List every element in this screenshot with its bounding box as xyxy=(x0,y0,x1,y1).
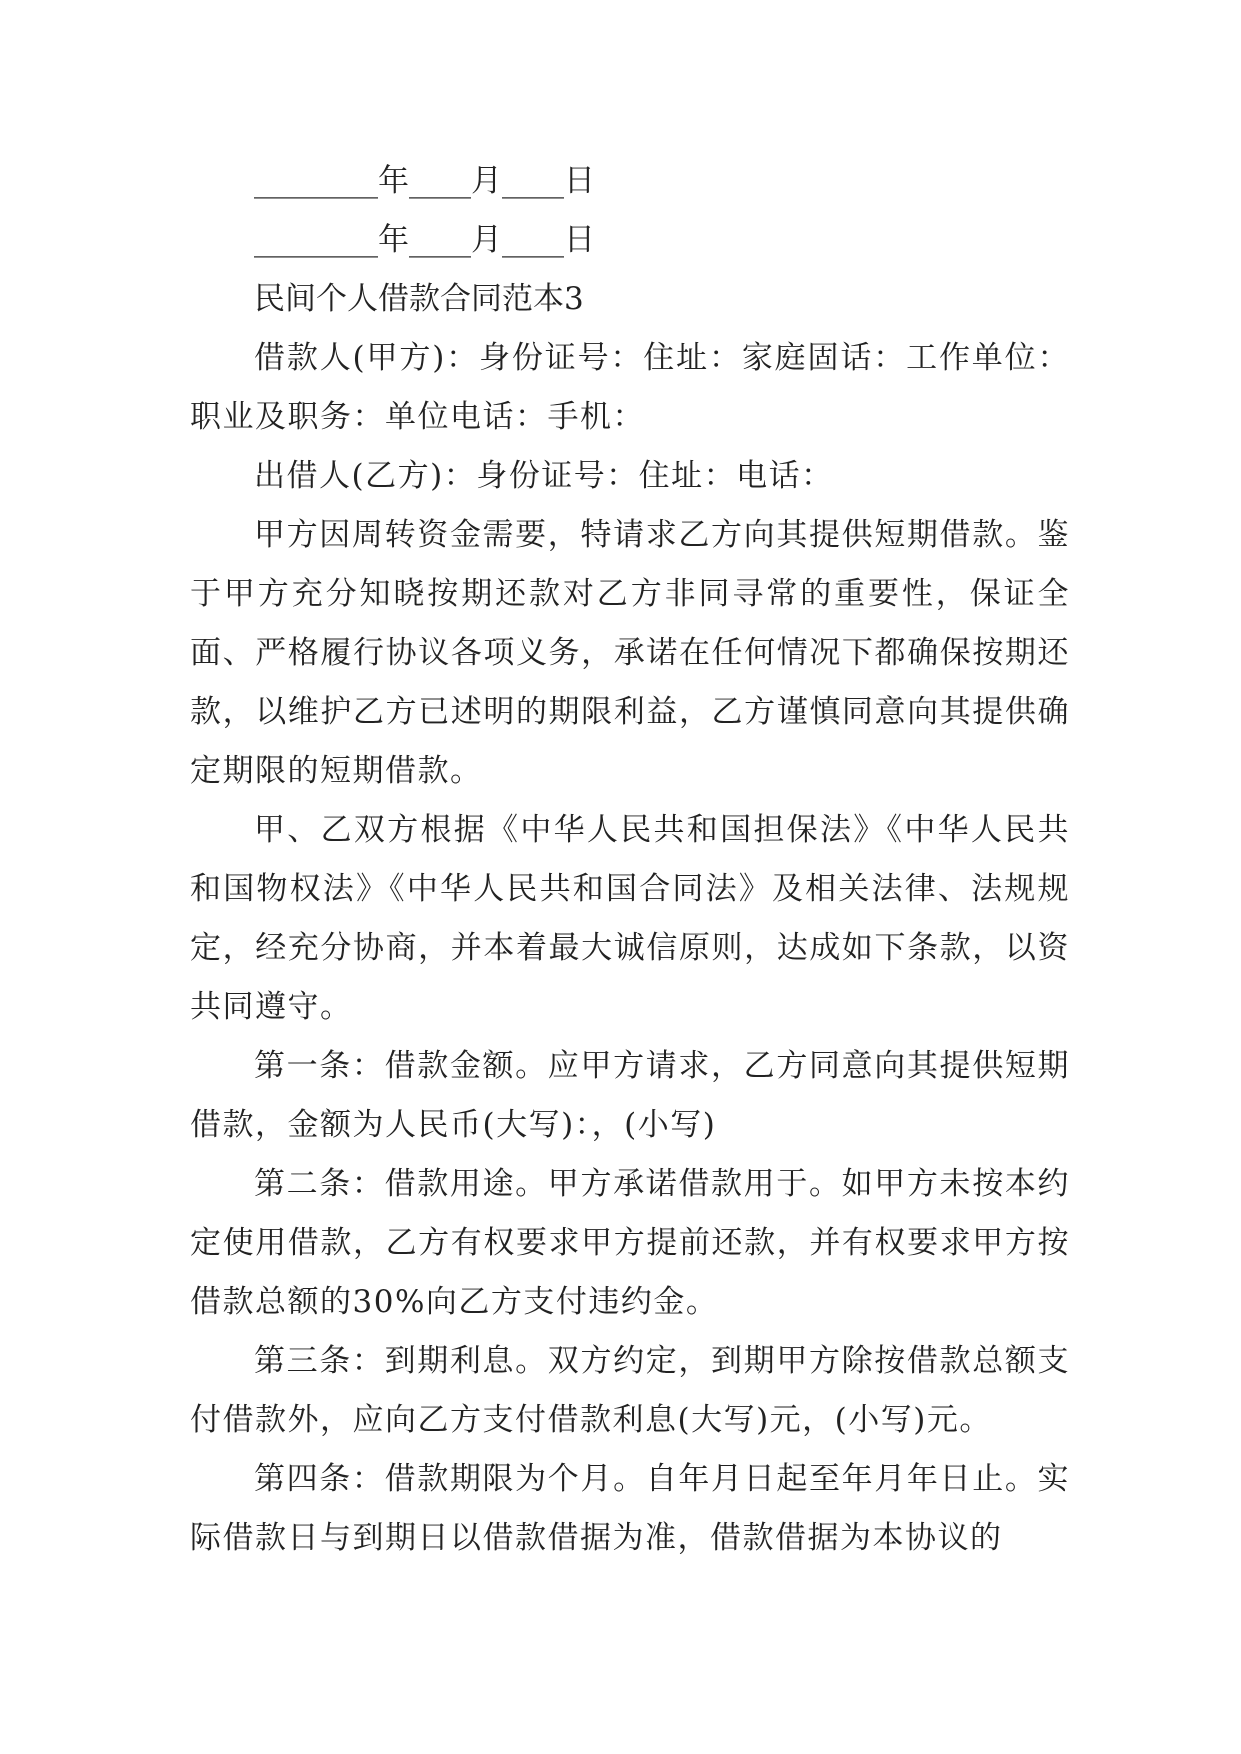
date-line: ________年____月____日 xyxy=(254,222,595,258)
clause-3-interest: 第三条：到期利息。双方约定，到期甲方除按借款总额支付借款外，应向乙方支付借款利息(大写)元，(小写)元。 xyxy=(190,1343,1070,1438)
document-title: 民间个人借款合同范本3 xyxy=(254,281,584,317)
paragraph-preamble: 甲方因周转资金需要，特请求乙方向其提供短期借款。鉴于甲方充分知晓按期还款对乙方非同寻常的重要性，保证全面、严格履行协议各项义务，承诺在任何情况下都确保按期还款，以维护乙方已述明的期限利益，乙方谨慎同意向其提供确定期限的短期借款。 xyxy=(190,517,1070,789)
borrower-info: 借款人(甲方)：身份证号：住址：家庭固话：工作单位：职业及职务：单位电话：手机： xyxy=(190,340,1070,435)
paragraph-legal-basis: 甲、乙双方根据《中华人民共和国担保法》《中华人民共和国物权法》《中华人民共和国合同法》及相关法律、法规规定，经充分协商，并本着最大诚信原则，达成如下条款，以资共同遵守。 xyxy=(190,812,1070,1025)
date-line: ________年____月____日 xyxy=(254,163,595,199)
document-body xyxy=(190,152,1070,1568)
clause-1-loan-amount: 第一条：借款金额。应甲方请求，乙方同意向其提供短期借款，金额为人民币(大写)：，(小写) xyxy=(190,1048,1070,1143)
lender-info: 出借人(乙方)：身份证号：住址：电话： xyxy=(254,458,834,494)
clause-2-loan-purpose: 第二条：借款用途。甲方承诺借款用于。如甲方未按本约定使用借款，乙方有权要求甲方提前还款，并有权要求甲方按借款总额的30%向乙方支付违约金。 xyxy=(190,1166,1070,1320)
clause-4-loan-term: 第四条：借款期限为个月。自年月日起至年月年日止。实际借款日与到期日以借款借据为准，借款借据为本协议的 xyxy=(190,1461,1070,1556)
